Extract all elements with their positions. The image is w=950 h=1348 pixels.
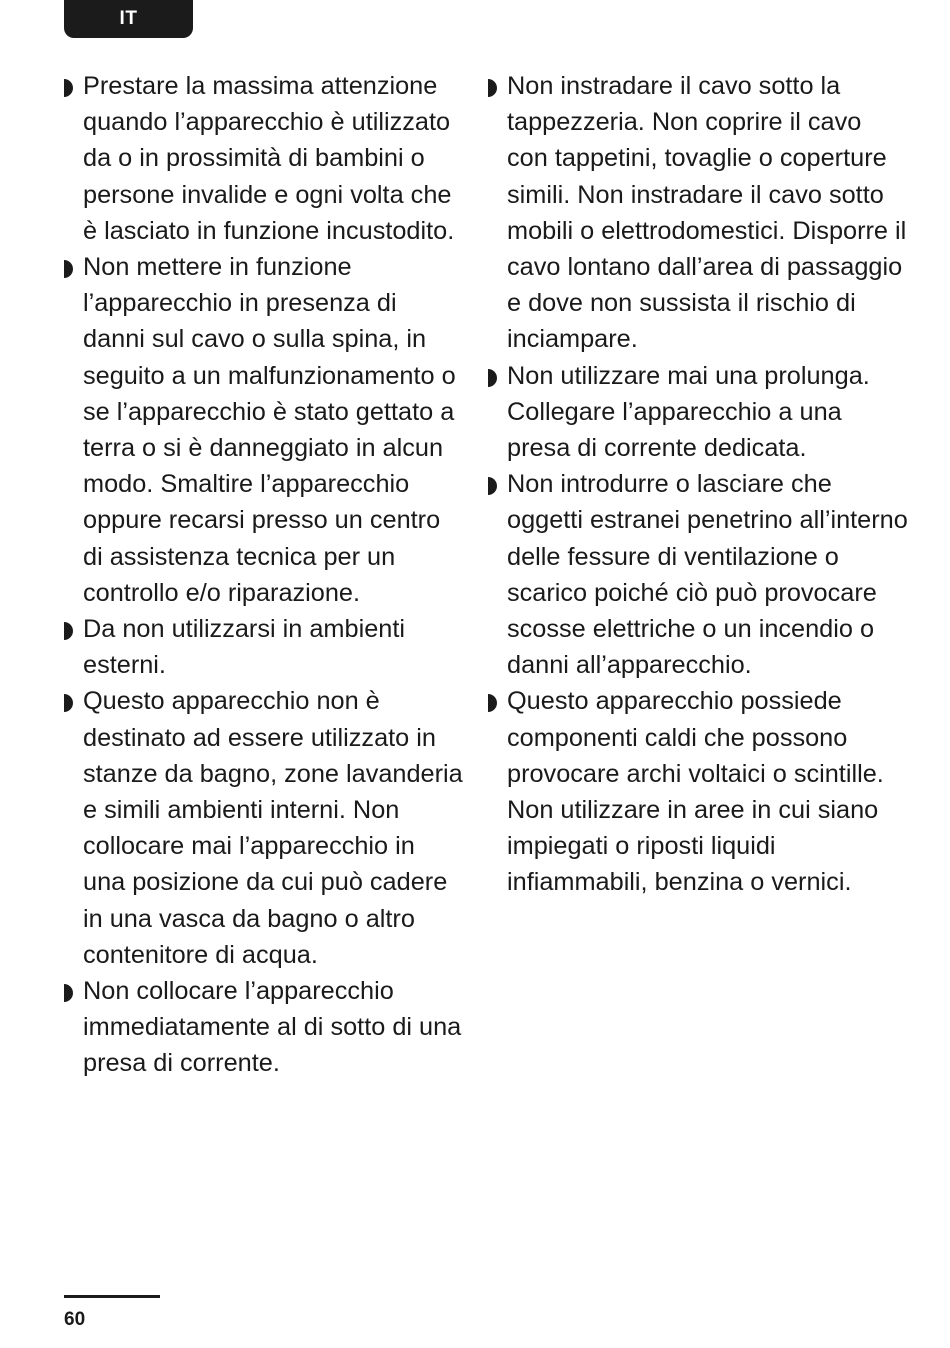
list-item: [64, 611, 464, 683]
list-item: [488, 466, 908, 683]
list-item-text: Non mettere in funzione l’apparecchio in presenza di danni sul cavo o sulla spina, in seguito a un malfunzionamento o se l’apparecchio è stato gettato a terra o si è danneggiato in alcun modo. Smaltire l’apparecchio oppure recarsi presso un centro di assistenza tecnica per un controllo e/o riparazione.: [83, 253, 456, 607]
bullet-icon: [64, 622, 73, 640]
safety-list-right: [488, 68, 908, 901]
list-item-text: Non utilizzare mai una prolunga. Collegare l’apparecchio a una presa di corrente dedicata.: [507, 361, 870, 463]
list-item-text: Questo apparecchio possiede componenti caldi che possono provocare archi voltaici o scintille. Non utilizzare in aree in cui siano impiegati o riposti liquidi infiammabili, benzina o vernici.: [507, 687, 884, 897]
list-item-text: Prestare la massima attenzione quando l’apparecchio è utilizzato da o in prossimità di bambini o persone invalide e ogni volta che è lasciato in funzione incustodito.: [83, 72, 455, 245]
list-item-text: Non collocare l’apparecchio immediatamente al di sotto di una presa di corrente.: [83, 977, 462, 1078]
bullet-icon: [64, 694, 73, 712]
list-item-text: Non instradare il cavo sotto la tappezzeria. Non coprire il cavo con tappetini, tovaglie o coperture simili. Non instradare il cavo sotto mobili o elettrodomestici. Disporre il cavo lontano dall’area di passaggio e dove non sussista il rischio di inciampare.: [507, 72, 907, 354]
right-column: [488, 68, 908, 901]
bullet-icon: [64, 260, 73, 278]
page-number: 60: [64, 1309, 86, 1330]
list-item: [64, 249, 464, 611]
bullet-icon: [64, 984, 73, 1002]
list-item: [488, 358, 908, 467]
list-item: [64, 68, 464, 249]
left-column: [64, 68, 464, 1082]
list-item-text: Questo apparecchio non è destinato ad essere utilizzato in stanze da bagno, zone lavanderia e simili ambienti interni. Non collocare mai l’apparecchio in una posizione da cui può cadere in una vasca da bagno o altro contenitore di acqua.: [83, 687, 463, 969]
language-tab: IT: [64, 0, 193, 38]
list-item: [64, 973, 464, 1082]
bullet-icon: [64, 79, 73, 97]
bullet-icon: [488, 79, 497, 97]
bullet-icon: [488, 694, 497, 712]
list-item-text: Da non utilizzarsi in ambienti esterni.: [83, 615, 405, 680]
list-item: [64, 683, 464, 973]
footer-divider: [64, 1295, 160, 1298]
safety-list-left: [64, 68, 464, 1082]
bullet-icon: [488, 369, 497, 387]
list-item: [488, 68, 908, 358]
bullet-icon: [488, 477, 497, 495]
list-item-text: Non introdurre o lasciare che oggetti estranei penetrino all’interno delle fessure di ventilazione o scarico poiché ciò può provocare scosse elettriche o un incendio o danni all’apparecchio.: [507, 470, 908, 680]
list-item: [488, 683, 908, 900]
